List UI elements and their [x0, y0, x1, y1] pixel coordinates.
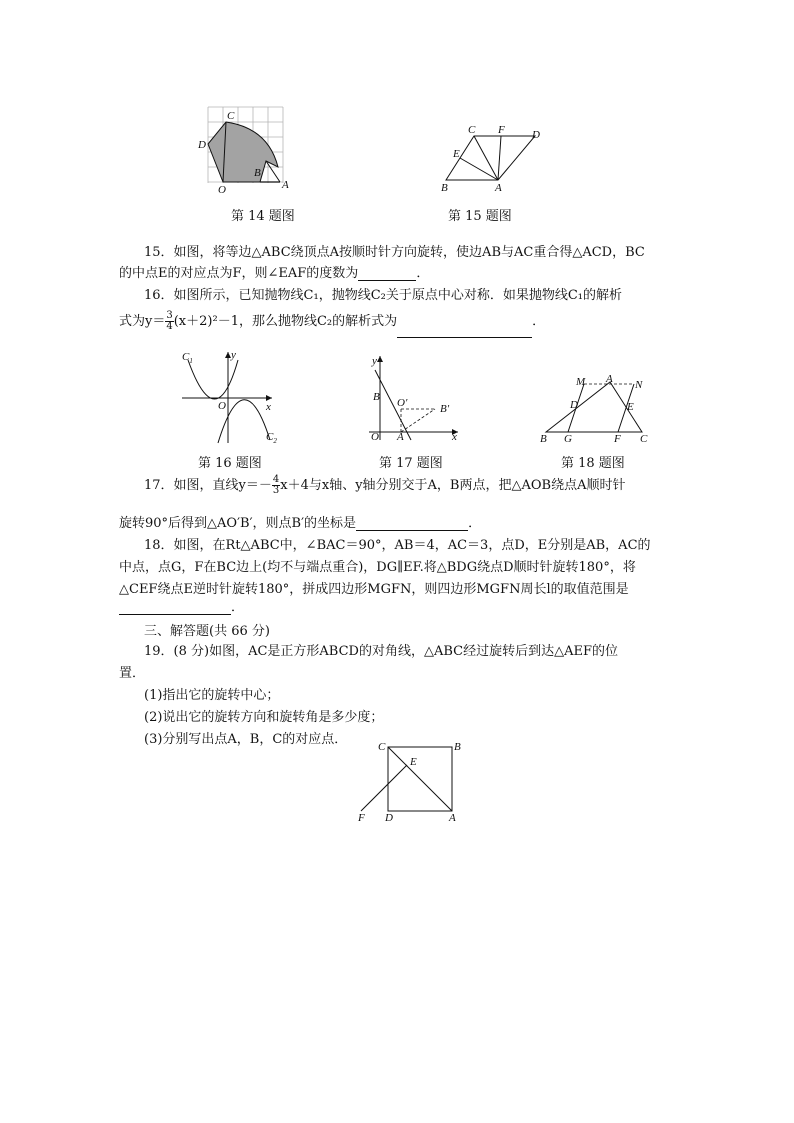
caption-16: 第 16 题图 [198, 456, 262, 471]
q17-line2: 旋转90°后得到△AO′B′，则点B′的坐标是 ． [119, 516, 482, 531]
label-y: y [372, 355, 377, 367]
q19-sub3: (3)分别写出点A，B，C的对应点． [144, 732, 348, 747]
answer-blank-18[interactable] [119, 600, 231, 615]
answer-blank-16[interactable] [397, 317, 532, 338]
label-F: F [358, 812, 365, 824]
label-M: M [576, 376, 586, 388]
figure-17 [363, 352, 463, 444]
q19-sub1: (1)指出它的旋转中心； [144, 688, 280, 703]
label-A: A [397, 431, 404, 443]
q18-line4: ． [119, 600, 244, 615]
label-C: C [227, 110, 235, 122]
answer-blank-15[interactable] [358, 266, 416, 281]
label-F: F [614, 433, 621, 445]
label-O: O [371, 431, 379, 443]
label-x: x [452, 431, 457, 443]
label-A: A [282, 179, 289, 191]
caption-18: 第 18 题图 [561, 456, 625, 471]
q19-sub2: (2)说出它的旋转方向和旋转角是多少度； [144, 710, 384, 725]
label-N: N [635, 379, 643, 391]
q15-line2: 的中点E的对应点为F，则∠EAF的度数为 ． [119, 266, 430, 281]
section-title: 三、解答题(共 66 分) [144, 624, 270, 639]
label-A: A [449, 812, 456, 824]
label-D: D [532, 129, 540, 141]
q16-line2: 式为y＝ $\frac{3}{4}$ (x＋2)²－1，那么抛物线C₂的解析式为 ． [119, 306, 545, 338]
caption-14: 第 14 题图 [231, 209, 295, 224]
label-E: E [410, 756, 417, 768]
label-C1: $C_1$ [182, 351, 193, 365]
q16-line1: 16．如图所示，已知抛物线C₁，抛物线C₂关于原点中心对称．如果抛物线C₁的解析 [144, 288, 623, 303]
label-C2: $C_2$ [266, 431, 277, 445]
label-C: C [468, 124, 476, 136]
label-O: O [218, 184, 226, 195]
label-E: E [627, 401, 634, 413]
label-B: B [540, 433, 547, 445]
label-B: B [254, 167, 261, 179]
label-x: x [266, 401, 271, 413]
label-D: D [385, 812, 393, 824]
q18-line3: △CEF绕点E逆时针旋转180°，拼成四边形MGFN，则四边形MGFN周长l的取值范围是 [119, 582, 629, 597]
q18-line1: 18．如图，在Rt△ABC中，∠BAC＝90°，AB＝4，AC＝3，点D，E分别是AB，AC的 [144, 538, 651, 553]
q19-line1: 19．(8 分)如图，AC是正方形ABCD的对角线，△ABC经过旋转后到达△AEF的位 [144, 644, 618, 659]
label-G: G [564, 433, 572, 445]
label-O-prime: O′ [397, 397, 408, 409]
label-A: A [495, 182, 502, 194]
label-F: F [498, 124, 505, 136]
caption-15: 第 15 题图 [448, 209, 512, 224]
q18-line2: 中点，点G，F在BC边上(均不与端点重合)，DG∥EF.将△BDG绕点D顺时针旋转180°，将 [119, 560, 636, 575]
label-C: C [378, 741, 386, 753]
label-B-prime: B′ [440, 403, 450, 415]
label-O: O [218, 400, 226, 412]
label-D: D [198, 139, 206, 151]
q15-line1: 15．如图，将等边△ABC绕顶点A按顺时针方向旋转，使边AB与AC重合得△ACD，BC [144, 245, 645, 260]
figure-16 [178, 348, 280, 448]
q17-line1: 17．如图，直线y＝－ $\frac{4}{3}$ x＋4与x轴、y轴分别交于A，B两点，把△AOB绕点A顺时针 [144, 474, 626, 496]
label-E: E [453, 148, 460, 160]
figure-15 [436, 122, 548, 194]
figure-19 [354, 738, 464, 824]
label-A: A [606, 373, 613, 385]
label-C: C [640, 433, 648, 445]
figure-18 [538, 372, 653, 446]
answer-blank-17[interactable] [356, 516, 468, 531]
q19-line2: 置． [119, 666, 146, 681]
label-B: B [441, 182, 448, 194]
label-B: B [454, 741, 461, 753]
label-D: D [570, 399, 578, 411]
label-y: y [231, 349, 236, 361]
label-B: B [373, 391, 380, 403]
figure-14 [196, 103, 300, 195]
caption-17: 第 17 题图 [379, 456, 443, 471]
shaded-region [208, 122, 278, 182]
